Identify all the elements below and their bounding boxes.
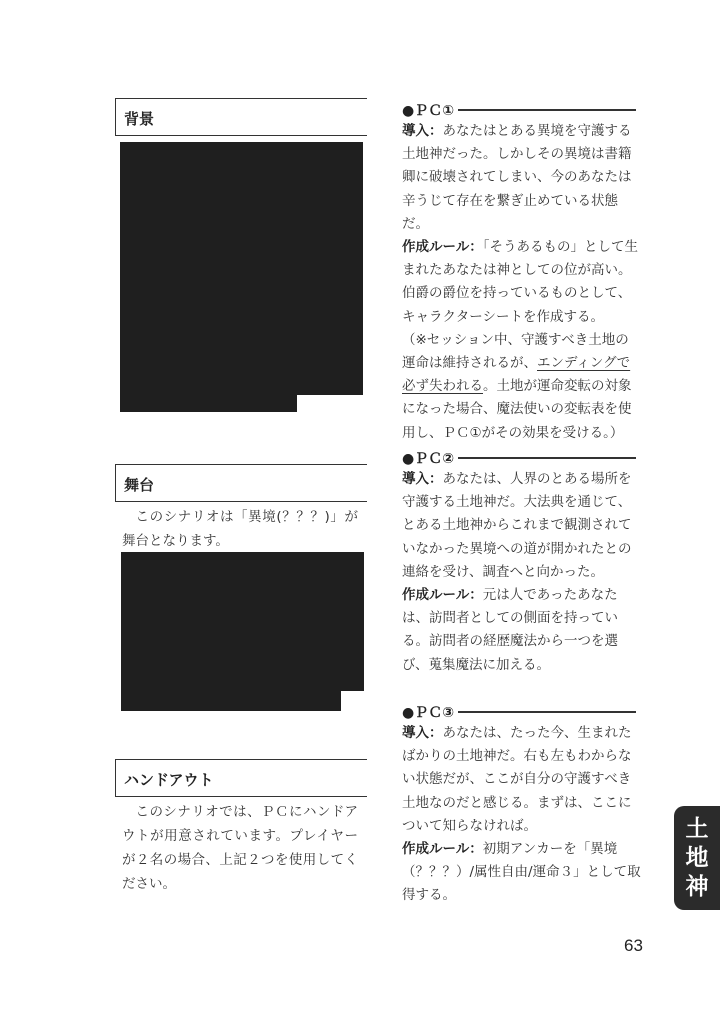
pc3-header [402,702,636,722]
pc1-note [402,329,642,445]
section-title-background: 背景 [124,110,155,128]
pc2-rule-label: 作成ルール： [402,587,483,604]
redacted-block [120,142,363,395]
pc3-intro-label: 導入： [402,725,443,741]
pc3-rule-text: 初期アンカーを「異境（？？？）/属性自由/運命３」として取得する。 [402,841,641,904]
pc2-rule-text: 元は人であったあなたは、訪問者としての側面を持っている。訪問者の経歴魔法から一つを選び、蒐集魔法に加える。 [402,587,618,673]
pc2-intro [402,468,642,584]
stage-text: このシナリオは「異境(？？？)」が舞台となります。 [122,509,358,549]
pc1-note-pre: （※セッション中、守護すべき土地の運命は維持されるが、 [402,331,629,372]
section-title-stage: 舞台 [124,476,155,494]
handout-text: このシナリオでは、ＰＣにハンドアウトが用意されています。プレイヤーが２名の場合、上記２つを使用してください。 [122,804,358,892]
section-title-handout: ハンドアウト [124,771,214,789]
side-tab-label: 土 地 神 [685,815,709,900]
pc1-intro [402,120,642,236]
pc2-intro-label: 導入： [402,471,443,487]
pc3-intro [402,722,642,838]
pc1-header-rule [458,109,636,111]
pc1-title: ●ＰＣ① [402,103,455,119]
pc2-title: ●ＰＣ② [402,451,455,467]
pc1-rule [402,236,642,329]
pc1-note-post: 。土地が運命変転の対象になった場合、魔法使いの変転表を使用し、ＰＣ①がその効果を受ける。） [402,378,632,441]
redacted-block [121,690,341,711]
pc2-header-rule [458,457,636,459]
pc3-rule-label: 作成ルール： [402,841,483,858]
chapter-side-tab [674,806,720,910]
pc3-title: ●ＰＣ③ [402,705,455,721]
pc1-intro-label: 導入： [402,123,443,139]
redacted-block [120,394,297,412]
pc1-note-underline: エンディングで必ず失われる [402,355,631,395]
pc2-intro-text: あなたは、人界のとある場所を守護する土地神だ。大法典を通じて、とある土地神からこれまで観測されていなかった異境への道が開かれたとの連絡を受け、調査へと向かった。 [402,471,632,580]
pc1-body [402,120,642,445]
section-header-handout [115,759,367,797]
pc3-intro-text: あなたは、たった今、生まれたばかりの土地神だ。右も左もわからない状態だが、ここが自分の守護すべき土地なのだと感じる。まずは、ここについて知らなければ。 [402,725,632,834]
section-header-background [115,98,367,136]
pc3-rule [402,838,642,908]
pc1-rule-label: 作成ルール： [402,239,483,256]
pc3-header-rule [458,711,636,713]
pc3-body [402,722,642,908]
pc2-body [402,468,642,677]
pc1-rule-text: 「そうあるもの」として生まれたあなたは神としての位が高い。伯爵の爵位を持っているものとして、キャラクターシートを作成する。 [402,239,638,325]
redacted-block [121,552,364,691]
pc1-intro-text: あなたはとある異境を守護する土地神だった。しかしその異境は書籍卿に破壊されてしまい、今のあなたは辛うじて存在を繋ぎ止めている状態だ。 [402,123,632,232]
pc1-header [402,100,636,120]
pc2-header [402,448,636,468]
pc2-rule [402,584,642,677]
section-header-stage [115,464,367,502]
page-number: 63 [624,936,643,955]
